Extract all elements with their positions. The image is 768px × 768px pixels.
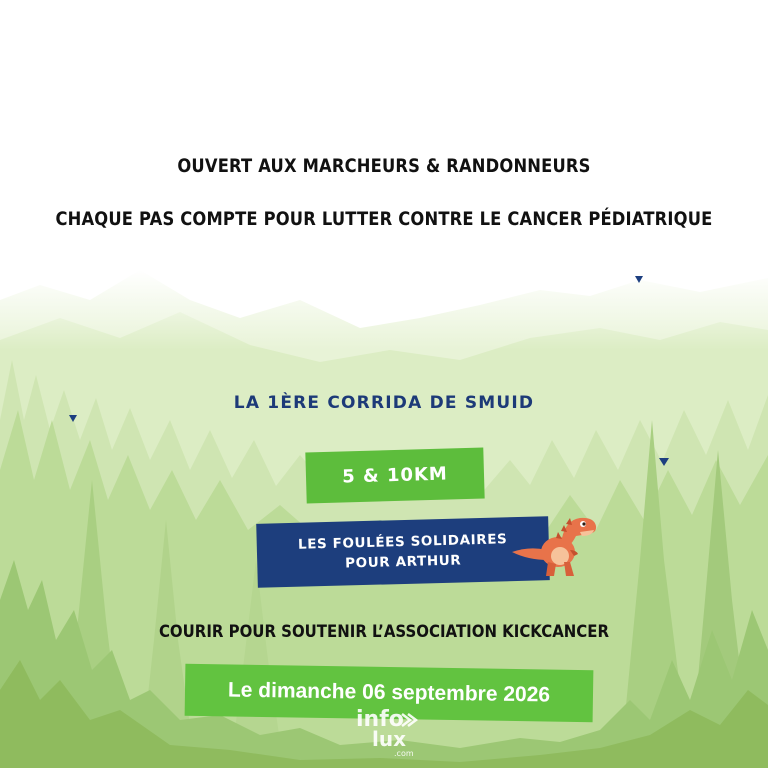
event-title: LA 1ÈRE CORRIDA DE SMUID [233, 393, 535, 413]
dinosaur-icon [506, 506, 602, 582]
headline-cause: CHAQUE PAS COMPTE POUR LUTTER CONTRE LE CANCER PÉDIATRIQUE [55, 208, 713, 230]
watermark-top: info [356, 707, 404, 732]
distance-label: 5 & 10KM [341, 463, 449, 488]
infolux-watermark [352, 704, 422, 762]
triangle-marker-icon [69, 415, 77, 422]
triangle-marker-icon [659, 458, 669, 466]
event-date: Le dimanche 06 septembre 2026 [227, 678, 551, 707]
support-line: COURIR POUR SOUTENIR L’ASSOCIATION KICKCANCER [158, 622, 610, 642]
distance-badge [305, 448, 484, 504]
triangle-marker-icon [635, 276, 643, 283]
chevron-right-icon [402, 714, 416, 726]
watermark-bottom: lux [372, 727, 406, 751]
headline-walkers: OUVERT AUX MARCHEURS & RANDONNEURS [177, 155, 591, 177]
solidaire-line-2: POUR ARTHUR [344, 552, 462, 572]
watermark-suffix: .com [394, 749, 414, 758]
solidaire-line-1: LES FOULÉES SOLIDAIRES [297, 531, 508, 553]
